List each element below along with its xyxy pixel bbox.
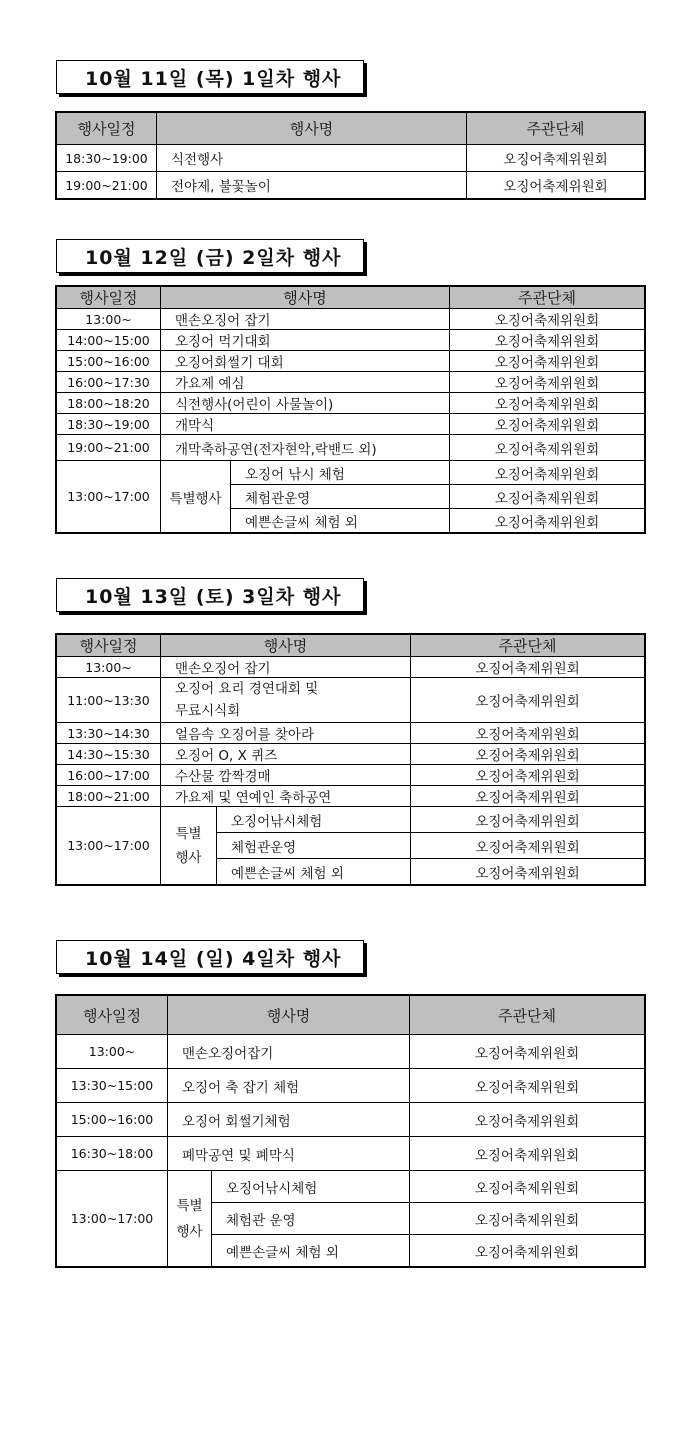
row-time: 19:00~21:00 bbox=[57, 435, 161, 461]
row-organizer: 오징어축제위원회 bbox=[450, 393, 645, 414]
row-organizer: 오징어축제위원회 bbox=[450, 435, 645, 461]
row-time: 19:00~21:00 bbox=[57, 172, 157, 199]
special-row bbox=[57, 1171, 645, 1203]
row-event: 폐막공연 및 폐막식 bbox=[168, 1137, 410, 1171]
table-row bbox=[57, 1035, 645, 1069]
row-organizer: 오징어축제위원회 bbox=[450, 330, 645, 351]
row-organizer: 오징어축제위원회 bbox=[450, 414, 645, 435]
row-time: 13:30~15:00 bbox=[57, 1069, 168, 1103]
table-row bbox=[57, 723, 645, 744]
table-row bbox=[57, 1137, 645, 1171]
table-header bbox=[57, 287, 645, 309]
table-row bbox=[57, 1103, 645, 1137]
day2-title-text: 10월 12일 (금) 2일차 행사 bbox=[85, 246, 342, 269]
row-organizer: 오징어축제위원회 bbox=[411, 786, 645, 807]
header-event-name: 행사명 bbox=[168, 996, 410, 1035]
row-time: 11:00~13:30 bbox=[57, 678, 161, 723]
row-organizer: 오징어축제위원회 bbox=[467, 145, 645, 172]
table-row bbox=[57, 330, 645, 351]
row-time: 13:00~ bbox=[57, 657, 161, 678]
header-schedule: 행사일정 bbox=[57, 635, 161, 657]
special-row bbox=[57, 807, 645, 833]
row-event: 오징어 축 잡기 체험 bbox=[168, 1069, 410, 1103]
special-item: 예쁜손글씨 체험 외 bbox=[231, 509, 450, 533]
day3-title-text: 10월 13일 (토) 3일차 행사 bbox=[85, 585, 342, 608]
day4-title-text: 10월 14일 (일) 4일차 행사 bbox=[85, 947, 342, 970]
table-row bbox=[57, 414, 645, 435]
special-organizer: 오징어축제위원회 bbox=[410, 1171, 645, 1203]
table-row bbox=[57, 786, 645, 807]
special-category-line1: 특별 bbox=[175, 825, 202, 842]
special-time: 13:00~17:00 bbox=[57, 461, 161, 533]
special-organizer: 오징어축제위원회 bbox=[411, 833, 645, 859]
table-row bbox=[57, 309, 645, 330]
row-event: 개막식 bbox=[161, 414, 450, 435]
row-event bbox=[161, 678, 411, 723]
row-event: 식전행사 bbox=[157, 145, 467, 172]
header-event-name: 행사명 bbox=[157, 113, 467, 145]
row-time: 16:30~18:00 bbox=[57, 1137, 168, 1171]
row-organizer: 오징어축제위원회 bbox=[450, 372, 645, 393]
row-time: 18:30~19:00 bbox=[57, 414, 161, 435]
header-schedule: 행사일정 bbox=[57, 287, 161, 309]
table-row bbox=[57, 678, 645, 723]
row-time: 15:00~16:00 bbox=[57, 1103, 168, 1137]
row-time: 13:00~ bbox=[57, 309, 161, 330]
special-item: 체험관운영 bbox=[217, 833, 411, 859]
special-item: 체험관 운영 bbox=[212, 1203, 410, 1235]
row-time: 18:00~18:20 bbox=[57, 393, 161, 414]
row-event: 맨손오징어잡기 bbox=[168, 1035, 410, 1069]
table-row bbox=[57, 172, 645, 199]
row-organizer: 오징어축제위원회 bbox=[411, 657, 645, 678]
row-organizer: 오징어축제위원회 bbox=[411, 765, 645, 786]
day2-title bbox=[56, 239, 364, 273]
day1-title bbox=[56, 60, 364, 94]
special-item: 예쁜손글씨 체험 외 bbox=[212, 1235, 410, 1267]
header-organizer: 주관단체 bbox=[467, 113, 645, 145]
row-time: 18:30~19:00 bbox=[57, 145, 157, 172]
special-time: 13:00~17:00 bbox=[57, 807, 161, 885]
special-item: 오징어낚시체험 bbox=[212, 1171, 410, 1203]
day4-table bbox=[56, 995, 645, 1267]
special-item: 오징어 낚시 체험 bbox=[231, 461, 450, 485]
row-event-line2: 무료시식회 bbox=[175, 703, 241, 719]
row-organizer: 오징어축제위원회 bbox=[411, 723, 645, 744]
special-organizer: 오징어축제위원회 bbox=[450, 461, 645, 485]
header-schedule: 행사일정 bbox=[57, 113, 157, 145]
row-event: 가요제 예심 bbox=[161, 372, 450, 393]
row-time: 14:00~15:00 bbox=[57, 330, 161, 351]
special-organizer: 오징어축제위원회 bbox=[450, 509, 645, 533]
header-event-name: 행사명 bbox=[161, 635, 411, 657]
special-item: 예쁜손글씨 체험 외 bbox=[217, 859, 411, 885]
table-row bbox=[57, 351, 645, 372]
row-event: 개막축하공연(전자현악,락밴드 외) bbox=[161, 435, 450, 461]
special-time: 13:00~17:00 bbox=[57, 1171, 168, 1267]
table-header bbox=[57, 635, 645, 657]
table-row bbox=[57, 744, 645, 765]
special-category: 특별행사 bbox=[161, 461, 231, 533]
table-header bbox=[57, 996, 645, 1035]
row-event: 오징어회썰기 대회 bbox=[161, 351, 450, 372]
day4-title bbox=[56, 940, 364, 974]
row-event: 수산물 깜짝경매 bbox=[161, 765, 411, 786]
special-category bbox=[161, 807, 217, 885]
row-event: 오징어 회썰기체험 bbox=[168, 1103, 410, 1137]
header-organizer: 주관단체 bbox=[410, 996, 645, 1035]
day1-table bbox=[56, 112, 645, 199]
row-event: 얼음속 오징어를 찾아라 bbox=[161, 723, 411, 744]
header-schedule: 행사일정 bbox=[57, 996, 168, 1035]
row-organizer: 오징어축제위원회 bbox=[411, 744, 645, 765]
table-row bbox=[57, 145, 645, 172]
header-organizer: 주관단체 bbox=[411, 635, 645, 657]
row-event: 맨손오징어 잡기 bbox=[161, 657, 411, 678]
row-organizer: 오징어축제위원회 bbox=[410, 1103, 645, 1137]
special-organizer: 오징어축제위원회 bbox=[411, 807, 645, 833]
row-organizer: 오징어축제위원회 bbox=[410, 1069, 645, 1103]
row-event: 가요제 및 연예인 축하공연 bbox=[161, 786, 411, 807]
day1-title-text: 10월 11일 (목) 1일차 행사 bbox=[85, 67, 342, 90]
table-header bbox=[57, 113, 645, 145]
row-event: 오징어 먹기대회 bbox=[161, 330, 450, 351]
table-row bbox=[57, 372, 645, 393]
special-organizer: 오징어축제위원회 bbox=[410, 1203, 645, 1235]
row-organizer: 오징어축제위원회 bbox=[410, 1137, 645, 1171]
row-time: 13:00~ bbox=[57, 1035, 168, 1069]
special-item: 오징어낚시체험 bbox=[217, 807, 411, 833]
header-event-name: 행사명 bbox=[161, 287, 450, 309]
row-organizer: 오징어축제위원회 bbox=[450, 309, 645, 330]
table-row bbox=[57, 393, 645, 414]
special-item: 체험관운영 bbox=[231, 485, 450, 509]
row-organizer: 오징어축제위원회 bbox=[411, 678, 645, 723]
day3-title bbox=[56, 578, 364, 612]
row-time: 14:30~15:30 bbox=[57, 744, 161, 765]
row-organizer: 오징어축제위원회 bbox=[467, 172, 645, 199]
special-category-line2: 행사 bbox=[176, 1223, 203, 1240]
day3-table bbox=[56, 634, 645, 885]
row-event: 전야제, 불꽃놀이 bbox=[157, 172, 467, 199]
table-row bbox=[57, 435, 645, 461]
row-event: 오징어 O, X 퀴즈 bbox=[161, 744, 411, 765]
table-row bbox=[57, 1069, 645, 1103]
table-row bbox=[57, 657, 645, 678]
row-time: 18:00~21:00 bbox=[57, 786, 161, 807]
day2-table bbox=[56, 286, 645, 533]
row-time: 16:00~17:30 bbox=[57, 372, 161, 393]
special-organizer: 오징어축제위원회 bbox=[450, 485, 645, 509]
row-event: 식전행사(어린이 사물놀이) bbox=[161, 393, 450, 414]
row-time: 13:30~14:30 bbox=[57, 723, 161, 744]
header-organizer: 주관단체 bbox=[450, 287, 645, 309]
special-category-line1: 특별 bbox=[176, 1197, 203, 1214]
special-category-line2: 행사 bbox=[175, 849, 202, 866]
row-event: 맨손오징어 잡기 bbox=[161, 309, 450, 330]
special-category bbox=[168, 1171, 212, 1267]
special-organizer: 오징어축제위원회 bbox=[411, 859, 645, 885]
row-organizer: 오징어축제위원회 bbox=[450, 351, 645, 372]
row-time: 16:00~17:00 bbox=[57, 765, 161, 786]
table-row bbox=[57, 765, 645, 786]
row-event-line1: 오징어 요리 경연대회 및 bbox=[175, 681, 319, 697]
row-organizer: 오징어축제위원회 bbox=[410, 1035, 645, 1069]
special-organizer: 오징어축제위원회 bbox=[410, 1235, 645, 1267]
row-time: 15:00~16:00 bbox=[57, 351, 161, 372]
special-row bbox=[57, 461, 645, 485]
